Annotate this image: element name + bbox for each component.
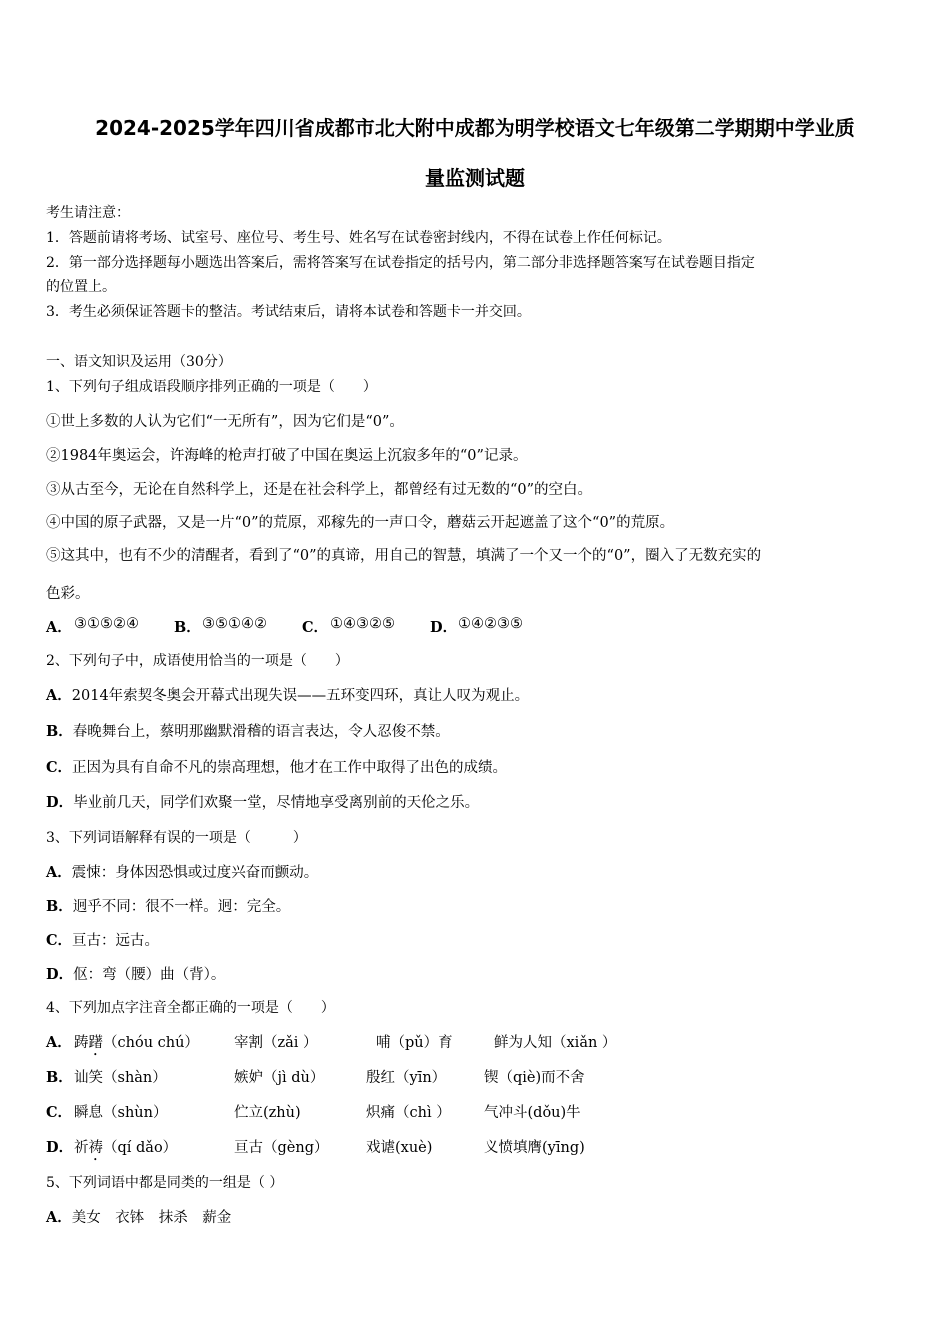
- q3-option-b-text: 迥乎不同：很不一样。迥：完全。: [72, 899, 291, 915]
- q4-a-item3: 哺（pǔ）育: [376, 1035, 453, 1051]
- q4-stem: 4、下列加点字注音全都正确的一项是（ ）: [46, 1000, 335, 1016]
- q2-option-c-text: 正因为具有自命不凡的崇高理想，他才在工作中取得了出色的成绩。: [72, 760, 508, 776]
- q5-option-a-text: 美女 衣钵 抹杀 薪金: [71, 1210, 232, 1226]
- q4-d-item1-char1: 祈: [74, 1140, 89, 1156]
- q2-option-d-text: 毕业前几天，同学们欢聚一堂，尽情地享受离别前的天伦之乐。: [73, 795, 480, 811]
- q1-option-a-label: A．: [46, 619, 72, 636]
- q2-option-a-label: A．: [46, 687, 72, 704]
- q2-option-b: [46, 720, 450, 741]
- q2-option-b-label: B．: [46, 723, 73, 740]
- q4-d-item1: [74, 1136, 177, 1164]
- q1-option-b: ③⑤①④②: [202, 616, 267, 632]
- q1-sentence-1: ①世上多数的人认为它们“一无所有”，因为它们是“0”。: [46, 414, 404, 430]
- q3-option-c-text: 亘古：远古。: [72, 933, 160, 949]
- q3-option-d-text: 伛：弯（腰）曲（背）。: [73, 967, 226, 983]
- q2-option-b-text: 春晚舞台上，蔡明那幽默滑稽的语言表达，令人忍俊不禁。: [72, 724, 450, 740]
- q1-option-c: ①④③②⑤: [330, 616, 395, 632]
- q4-a-item1-char1: 踌: [74, 1035, 89, 1051]
- q3-option-c-label: C．: [46, 932, 73, 949]
- q1-sentence-3: ③从古至今，无论在自然科学上，还是在社会科学上，都曾经有过无数的“0”的空白。: [46, 482, 593, 498]
- q4-option-a: [46, 1031, 906, 1053]
- q3-option-a-label: A．: [46, 864, 72, 881]
- q3-option-b-label: B．: [46, 898, 73, 915]
- q4-d-item1-pinyin: （qí dǎo）: [103, 1140, 178, 1156]
- q1-options: [46, 616, 906, 636]
- q1-sentence-5-cont: 色彩。: [46, 586, 90, 602]
- q4-d-item4: 义愤填膺(yīng): [484, 1140, 585, 1156]
- notice-item-2-cont: 的位置上。: [46, 279, 116, 295]
- q5-option-a-label: A．: [46, 1209, 72, 1226]
- q4-c-item2: 伫立(zhù): [234, 1105, 301, 1121]
- q1-option-d-label: D．: [430, 619, 458, 636]
- notice-item-2: 2．第一部分选择题每小题选出答案后，需将答案写在试卷指定的括号内，第二部分非选择题答案写在试卷题目指定: [46, 255, 755, 271]
- q4-option-b: [46, 1066, 906, 1088]
- q4-a-item1-char2: 躇: [88, 1035, 103, 1051]
- q1-sentence-5: ⑤这其中，也有不少的清醒者，看到了“0”的真谛，用自己的智慧，填满了一个又一个的“0”，圈入了无数充实的: [46, 548, 762, 564]
- exam-title-line2: 量监测试题: [425, 166, 525, 190]
- q4-b-item1: 讪笑（shàn）: [74, 1070, 167, 1086]
- q2-stem: 2、下列句子中，成语使用恰当的一项是（ ）: [46, 653, 349, 669]
- q5-option-a: [46, 1206, 231, 1227]
- section-heading: 一、语文知识及运用（30分）: [46, 354, 232, 370]
- q2-option-a-text: 2014年索契冬奥会开幕式出现失误——五环变四环，真让人叹为观止。: [71, 688, 530, 704]
- q5-stem: 5、下列词语中都是同类的一组是（ ）: [46, 1175, 284, 1191]
- q4-c-item1: 瞬息（shùn）: [74, 1105, 168, 1121]
- q4-d-item1-char2: 祷: [88, 1140, 103, 1156]
- q2-option-c-label: C．: [46, 759, 73, 776]
- q4-b-item2: 嫉妒（jì dù）: [234, 1070, 325, 1086]
- q1-sentence-2: ②1984年奥运会，许海峰的枪声打破了中国在奥运上沉寂多年的“0”记录。: [46, 448, 528, 464]
- q4-option-b-label: B．: [46, 1069, 73, 1086]
- q4-c-item3: 炽痛（chì ）: [366, 1105, 451, 1121]
- q3-option-a: [46, 861, 318, 882]
- q1-sentence-4: ④中国的原子武器，又是一片“0”的荒原，邓稼先的一声口令，蘑菇云开起遮盖了这个“0”的荒原。: [46, 515, 675, 531]
- q2-option-a: [46, 684, 529, 705]
- q4-a-item4: 鲜为人知（xiǎn ）: [494, 1035, 617, 1051]
- q4-d-item2: 亘古（gèng）: [234, 1140, 329, 1156]
- q4-a-item1-pinyin: （chóu chú）: [103, 1035, 199, 1051]
- q4-c-item4: 气冲斗(dǒu)牛: [484, 1105, 581, 1121]
- q4-option-c-label: C．: [46, 1104, 73, 1121]
- q1-stem: 1、下列句子组成语段顺序排列正确的一项是（ ）: [46, 379, 377, 395]
- q3-option-a-text: 震悚：身体因恐惧或过度兴奋而颤动。: [71, 865, 319, 881]
- q4-option-c: [46, 1101, 906, 1123]
- q4-b-item3: 殷红（yīn）: [366, 1070, 447, 1086]
- q4-d-item3: 戏谑(xuè): [366, 1140, 433, 1156]
- q3-stem: 3、下列词语解释有误的一项是（ ）: [46, 830, 307, 846]
- q4-a-item1: [74, 1031, 199, 1059]
- q4-option-d: [46, 1136, 906, 1158]
- q2-option-d: [46, 791, 479, 812]
- q2-option-c: [46, 756, 507, 777]
- q1-option-d: ①④②③⑤: [458, 616, 523, 632]
- q4-option-d-label: D．: [46, 1139, 74, 1156]
- q3-option-d: [46, 963, 225, 984]
- q1-option-a: ③①⑤②④: [74, 616, 139, 632]
- q3-option-b: [46, 895, 290, 916]
- notice-item-1: 1．答题前请将考场、试室号、座位号、考生号、姓名写在试卷密封线内，不得在试卷上作任何标记。: [46, 230, 671, 246]
- q1-option-b-label: B．: [174, 619, 201, 636]
- exam-title-line1: 2024-2025学年四川省成都市北大附中成都为明学校语文七年级第二学期期中学业质: [95, 116, 855, 140]
- q4-option-a-label: A．: [46, 1034, 72, 1051]
- q2-option-d-label: D．: [46, 794, 74, 811]
- q3-option-d-label: D．: [46, 966, 74, 983]
- q3-option-c: [46, 929, 159, 950]
- notice-heading: 考生请注意：: [46, 205, 130, 221]
- q4-a-item2: 宰割（zǎi ）: [234, 1035, 318, 1051]
- q4-b-item4: 锲（qiè)而不舍: [484, 1070, 585, 1086]
- notice-item-3: 3．考生必须保证答题卡的整洁。考试结束后，请将本试卷和答题卡一并交回。: [46, 304, 531, 320]
- q1-option-c-label: C．: [302, 619, 329, 636]
